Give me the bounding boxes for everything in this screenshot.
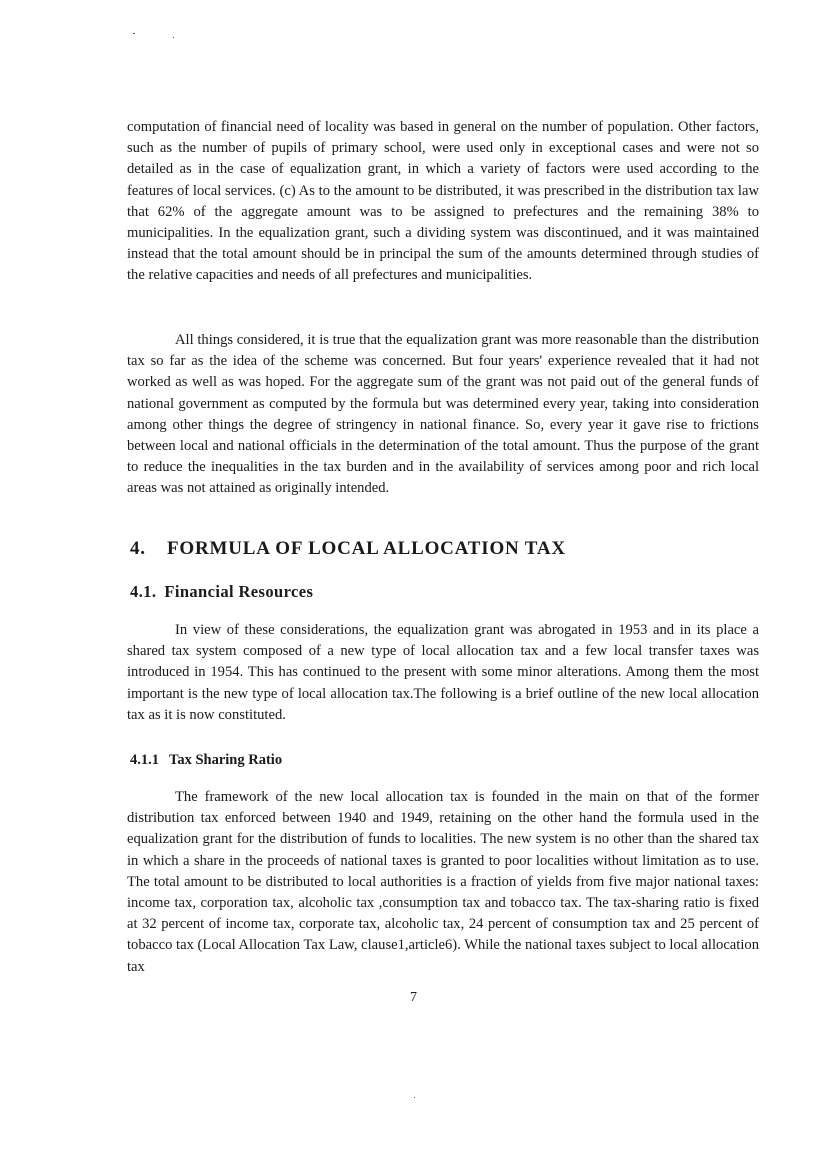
subsection-number: 4.1.	[130, 582, 157, 601]
paragraph-computation: computation of financial need of locality was based in general on the number of population. Other factors, such as the number of pupils of primary school, were used only in exceptional cases and were not so detailed as in the case of equalization grant, in which a variety of factors were used according to the features of local services. (c) As to the amount to be distributed, it was prescribed in the distribution tax law that 62% of the aggregate amount was to be assigned to prefectures and the remaining 38% to municipalities. In the equalization grant, such a dividing system was discontinued, and it was maintained instead that the total amount should be in principal the sum of the amounts determined through studies of the relative capacities and needs of all prefectures and municipalities.	[127, 119, 759, 284]
paragraph-considerations: All things considered, it is true that the equalization grant was more reasonable than the distribution tax so far as the idea of the scheme was concerned. But four years' experience revealed that it had not worked as well as was hoped. For the aggregate sum of the grant was not paid out of the general funds of national government as computed by the formula but was determined every year, taking into consideration among other things the degree of stringency in national finance. So, every year it gave rise to frictions between local and national officials in the determination of the total amount. Thus the purpose of the grant to reduce the inequalities in the tax burden and in the availability of services among poor and rich local areas was not attained as originally intended.	[127, 332, 759, 497]
paragraph-view: In view of these considerations, the equalization grant was abrogated in 1953 and in its place a shared tax system composed of a new type of local allocation tax and a few local transfer taxes was introduced in 1954. This has continued to the present with some minor alterations. Among them the most important is the new type of local allocation tax.The following is a brief outline of the new local allocation tax as it is now constituted.	[127, 622, 759, 723]
scan-speck	[133, 33, 135, 34]
section-heading	[130, 538, 566, 560]
section-number: 4.	[130, 538, 146, 559]
subsection-title: Financial Resources	[164, 582, 314, 601]
scan-speck	[414, 1097, 415, 1098]
subsection-heading	[130, 582, 313, 602]
page-number: 7	[410, 990, 417, 1005]
section-title: FORMULA OF LOCAL ALLOCATION TAX	[167, 538, 566, 559]
scan-speck	[173, 37, 174, 38]
subsubsection-title: Tax Sharing Ratio	[169, 752, 283, 768]
paragraph-framework: The framework of the new local allocation tax is founded in the main on that of the former distribution tax enforced between 1940 and 1949, retaining on the other hand the formula used in the equalization grant for the distribution of funds to localities. The new system is no other than the shared tax in which a share in the proceeds of national taxes is granted to poor localities without limitation as to use. The total amount to be distributed to local authorities is a fraction of yields from five major national taxes: income tax, corporation tax, alcoholic tax ,consumption tax and tobacco tax. The tax-sharing ratio is fixed at 32 percent of income tax, corporate tax, alcoholic tax, 24 percent of consumption tax and 25 percent of tobacco tax (Local Allocation Tax Law, clause1,article6). While the national taxes subject to local allocation tax	[127, 789, 759, 975]
subsubsection-heading	[130, 752, 282, 769]
subsubsection-number: 4.1.1	[130, 752, 159, 768]
